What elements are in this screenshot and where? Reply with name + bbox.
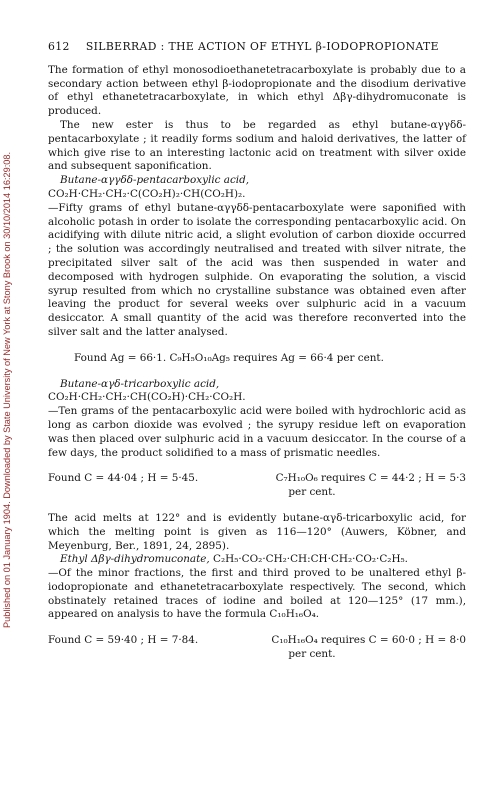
page-header [48,40,466,54]
found-analysis-1: Found Ag = 66·1. C₉H₅O₁₀Ag₅ requires Ag = 66·4 per cent. [74,351,384,364]
found-3-required: C₁₀H₁₆O₄ requires C = 60·0 ; H = 8·0 [271,634,466,647]
paper-page [48,40,466,674]
paragraph-2: The new ester is thus to be regarded as ethyl butane-αγγδδ-pentacarboxylate ; it readily forms sodium and haloid derivatives, the latter of which give rise to an interesting lactonic acid on treatment with silver oxide and subsequent saponification. [48,118,466,173]
paragraph-1: The formation of ethyl monosodioethanetetracarboxylate is probably due to a secondary action between ethyl β-iodopropionate and the disodium derivative of ethyl ethanetetracarboxylate, in which ethyl Δβγ-dihydromuconate is produced. [48,63,466,118]
heading-pentacarboxylic: Butane-αγγδδ-pentacarboxylic acid, [60,174,250,187]
running-title: SILBERRAD : THE ACTION OF ETHYL β-IODOPROPIONATE [85,40,439,53]
heading-dihydromuconate: Ethyl Δβγ-dihydromuconate, [60,553,210,566]
paragraph-5: The acid melts at 122° and is evidently butane-αγδ-tricarboxylic acid, for which the melting point is given as 116—120° (Auwers, Köbner, and Meyenburg, Ber., 1891, 24, 2895). [48,511,466,552]
found-3-unit: per cent. [288,648,336,661]
formula-tricarboxylic: CO₂H·CH₂·CH₂·CH(CO₂H)·CH₂·CO₂H. [48,391,246,404]
found-2-observed: Found C = 44·04 ; H = 5·45. [48,472,199,485]
page-number: 612 [48,40,70,53]
found-analysis-2 [48,472,466,500]
paragraph-6 [48,553,466,567]
found-analysis-3 [48,634,466,662]
publication-sidebar: Published on 01 January 1904. Downloaded by State University of New York at Stony Brook on 30/10/2014 16:29:08. [2,151,12,629]
found-3-observed: Found C = 59·40 ; H = 7·84. [48,634,199,647]
paragraph-4: —Ten grams of the pentacarboxylic acid were boiled with hydrochloric acid as long as carbon dioxide was evolved ; the syrupy residue left on evaporation was then placed over sulphuric acid in a vacuum desiccator. In the course of a few days, the product solidified to a mass of prismatic needles. [48,405,466,459]
paragraph-7: —Of the minor fractions, the first and third proved to be unaltered ethyl β-iodopropionate and ethanetetracarboxylate respectively. The second, which obstinately retained traces of iodine and boiled at 120—125° (17 mm.), appeared on analysis to have the formula C₁₀H₁₆O₄. [48,567,466,621]
formula-dihydromuconate: C₂H₅·CO₂·CH₂·CH:CH·CH₂·CO₂·C₂H₅. [209,553,408,566]
found-2-required: C₇H₁₀O₆ requires C = 44·2 ; H = 5·3 [275,472,466,485]
found-2-unit: per cent. [288,486,336,499]
paragraph-3: —Fifty grams of ethyl butane-αγγδδ-pentacarboxylate were saponified with alcoholic potash in order to isolate the corresponding pentacarboxylic acid. On acidifying with dilute nitric acid, a slight evolution of carbon dioxide occurred ; the solution was accordingly neutralised and treated with silver nitrate, the precipitated silver salt of the acid was then suspended in water and decomposed with hydrogen sulphide. On evaporating the solution, a viscid syrup resulted from which no crystalline substance was obtained even after leaving the product for several weeks over sulphuric acid in a vacuum desiccator. A small quantity of the acid was therefore reconverted into the silver salt and the latter analysed. [48,201,466,338]
heading-tricarboxylic: Butane-αγδ-tricarboxylic acid, [60,377,220,390]
formula-pentacarboxylic: CO₂H·CH₂·CH₂·C(CO₂H)₂·CH(CO₂H)₂. [48,187,246,200]
